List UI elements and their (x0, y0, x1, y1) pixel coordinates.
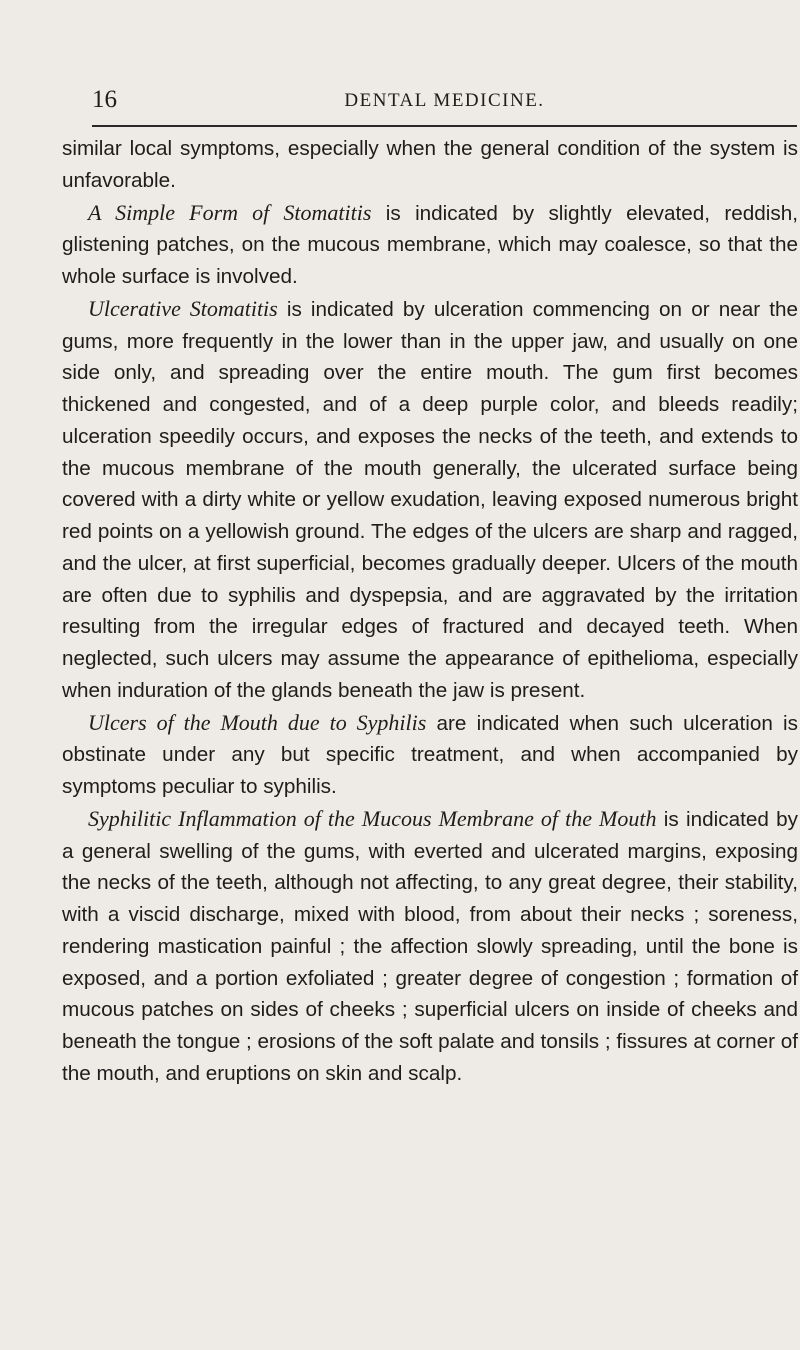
page-header (92, 86, 797, 116)
paragraph-text: similar local symptoms, especially when the general condition of the system is unfavorable. (62, 137, 798, 192)
paragraph-ulcerative-stomatitis (62, 293, 798, 707)
paragraph-text: is indicated by slightly elevated, reddish, glistening patches, on the mucous membrane, which may coalesce, so that the whole surface is involved. (62, 201, 798, 288)
body-text (62, 133, 798, 1090)
paragraph-term: Syphilitic Inflammation of the Mucous Membrane of the Mouth (88, 805, 657, 831)
paragraph-text: are indicated when such ulceration is obstinate under any but specific treatment, and when accompanied by symptoms peculiar to syphilis. (62, 711, 798, 798)
paragraph-text: is indicated by ulceration commencing on or near the gums, more frequently in the lower than in the upper jaw, and usually on one side only, and spreading over the entire mouth. The gum first becomes thickened and congested, and of a deep purple color, and bleeds readily; ulceration speedily occurs, and exposes the necks of the teeth, and extends to the mucous membrane of the mouth generally, the ulcerated surface being covered with a dirty white or yellow exudation, leaving exposed numerous bright red points on a yellowish ground. The edges of the ulcers are sharp and ragged, and the ulcer, at first superficial, becomes gradually deeper. Ulcers of the mouth are often due to syphilis and dyspepsia, and are aggravated by the irritation resulting from the irregular edges of fractured and decayed teeth. When neglected, such ulcers may assume the appearance of epithelioma, especially when induration of the glands beneath the jaw is present. (62, 297, 798, 702)
header-rule (92, 125, 797, 127)
paragraph-term: A Simple Form of Stomatitis (88, 199, 372, 225)
paragraph-syphilitic-inflammation (62, 803, 798, 1090)
paragraph-continuation (62, 133, 798, 197)
paragraph-text: is indicated by a general swelling of the gums, with everted and ulcerated margins, exposing the necks of the teeth, although not affecting, to any great degree, their stability, with a viscid discharge, mixed with blood, from about their necks ; soreness, rendering mastication painful ; the affection slowly spreading, until the bone is exposed, and a portion exfoliated ; greater degree of congestion ; formation of mucous patches on sides of cheeks ; superficial ulcers on inside of cheeks and beneath the tongue ; erosions of the soft palate and tonsils ; fissures at corner of the mouth, and eruptions on skin and scalp. (62, 807, 799, 1085)
paragraph-term: Ulcerative Stomatitis (88, 295, 278, 321)
running-head: DENTAL MEDICINE. (344, 90, 545, 111)
paragraph-ulcers-syphilis (62, 707, 798, 803)
paragraph-term: Ulcers of the Mouth due to Syphilis (88, 709, 427, 735)
paragraph-simple-stomatitis (62, 197, 798, 293)
page-number: 16 (92, 86, 117, 113)
